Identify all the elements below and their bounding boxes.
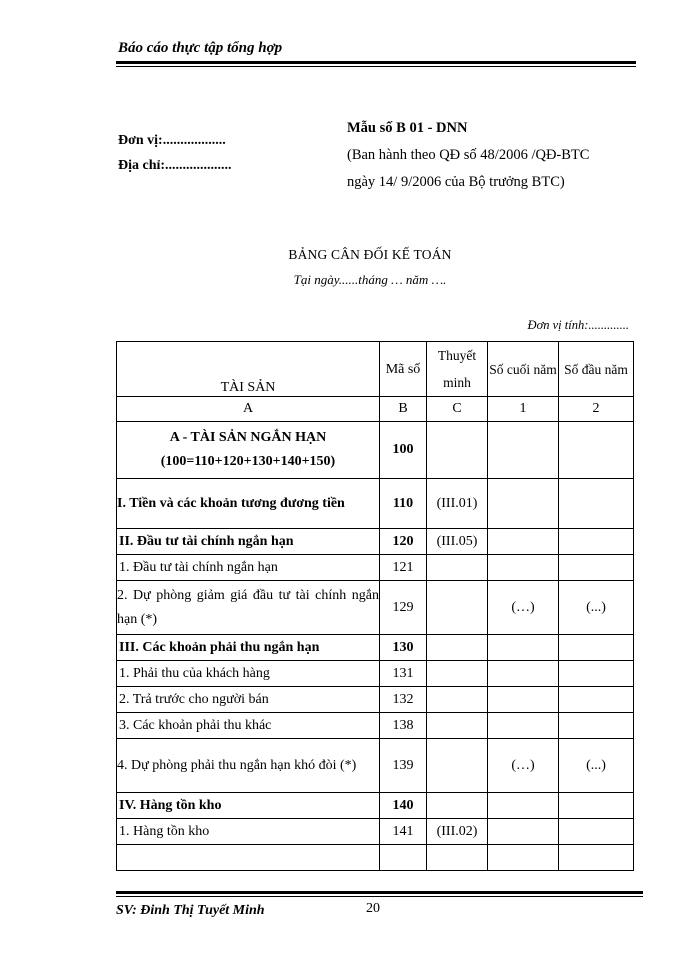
row-end-value [488, 555, 559, 581]
unit-block [118, 128, 232, 178]
row-begin-value [559, 661, 634, 687]
header-code: Mã số [380, 342, 427, 397]
row-end-value [488, 819, 559, 845]
row-note: (III.02) [427, 819, 488, 845]
row-note: (III.05) [427, 529, 488, 555]
row-begin-value [559, 687, 634, 713]
row-code: 129 [380, 581, 427, 635]
row-begin-value [559, 555, 634, 581]
table-header-row [117, 342, 634, 397]
row-note [427, 713, 488, 739]
row-note [427, 793, 488, 819]
row-begin-value [559, 529, 634, 555]
row-note [427, 555, 488, 581]
row-note: (III.01) [427, 479, 488, 529]
row-name: 1. Hàng tồn kho [117, 819, 380, 845]
column-letter: B [380, 397, 427, 422]
column-letter: C [427, 397, 488, 422]
footer-rule-thin [116, 896, 643, 897]
row-name: 1. Phải thu của khách hàng [117, 661, 380, 687]
row-name: A - TÀI SẢN NGẮN HẠN (100=110+120+130+140+150) [117, 422, 380, 479]
row-name: 3. Các khoản phải thu khác [117, 713, 380, 739]
row-name: I. Tiền và các khoản tương đương tiền [117, 479, 380, 529]
table-row [117, 529, 634, 555]
row-note [427, 422, 488, 479]
row-begin-value [559, 479, 634, 529]
header-rule-thick [116, 61, 636, 64]
row-end-value [488, 793, 559, 819]
row-code: 138 [380, 713, 427, 739]
column-letter: 2 [559, 397, 634, 422]
table-row [117, 713, 634, 739]
row-note [427, 581, 488, 635]
row-end-value [488, 713, 559, 739]
row-name: 4. Dự phòng phải thu ngắn hạn khó đòi (*) [117, 739, 380, 793]
table-row-empty [117, 845, 634, 871]
row-end-value [488, 687, 559, 713]
row-code: 120 [380, 529, 427, 555]
header-end-year: Số cuối năm [488, 342, 559, 397]
form-block [347, 115, 589, 196]
row-end-value [488, 661, 559, 687]
table-row [117, 479, 634, 529]
row-end-value [488, 529, 559, 555]
row-note [427, 635, 488, 661]
header-begin-year: Số đầu năm [559, 342, 634, 397]
row-begin-value [559, 793, 634, 819]
row-code: 110 [380, 479, 427, 529]
footer-rule-thick [116, 891, 643, 894]
row-end-value [488, 635, 559, 661]
table-row [117, 793, 634, 819]
column-letter: A [117, 397, 380, 422]
header-note: Thuyết minh [427, 342, 488, 397]
column-letter: 1 [488, 397, 559, 422]
row-name: III. Các khoản phải thu ngắn hạn [117, 635, 380, 661]
row-begin-value [559, 819, 634, 845]
row-begin-value [559, 635, 634, 661]
report-header-title: Báo cáo thực tập tổng hợp [118, 40, 283, 56]
row-code: 141 [380, 819, 427, 845]
row-end-value: (…) [488, 581, 559, 635]
row-begin-value: (...) [559, 581, 634, 635]
footer-student-name: SV: Đinh Thị Tuyết Minh [116, 903, 265, 918]
unit-field: Đơn vị:.................. [118, 133, 226, 148]
table-row [117, 739, 634, 793]
document-title: BẢNG CÂN ĐỐI KẾ TOÁN [288, 247, 452, 262]
table-row [117, 581, 634, 635]
row-end-value: (…) [488, 739, 559, 793]
currency-unit-line: Đơn vị tính:............. [527, 318, 629, 332]
table-row [117, 422, 634, 479]
row-name: 2. Dự phòng giảm giá đầu tư tài chính ngắn hạn (*) [117, 581, 380, 635]
table-row [117, 819, 634, 845]
form-issued-line-2: ngày 14/ 9/2006 của Bộ trưởng BTC) [347, 174, 565, 190]
row-note [427, 661, 488, 687]
row-begin-value [559, 422, 634, 479]
address-field: Địa chỉ:................... [118, 158, 232, 173]
row-code: 140 [380, 793, 427, 819]
row-name: IV. Hàng tồn kho [117, 793, 380, 819]
table-row [117, 555, 634, 581]
column-letter-row [117, 397, 634, 422]
table-row [117, 635, 634, 661]
row-code: 131 [380, 661, 427, 687]
form-code: Mẫu số B 01 - DNN [347, 120, 468, 136]
row-name: II. Đầu tư tài chính ngắn hạn [117, 529, 380, 555]
row-begin-value: (...) [559, 739, 634, 793]
row-name: 1. Đầu tư tài chính ngắn hạn [117, 555, 380, 581]
row-code: 130 [380, 635, 427, 661]
row-note [427, 739, 488, 793]
row-note [427, 687, 488, 713]
table-row [117, 687, 634, 713]
form-issued-line-1: (Ban hành theo QĐ số 48/2006 /QĐ-BTC [347, 147, 590, 163]
row-end-value [488, 479, 559, 529]
page-number: 20 [366, 901, 380, 916]
document-date-line: Tại ngày......tháng … năm …. [293, 272, 447, 287]
row-end-value [488, 422, 559, 479]
row-code: 121 [380, 555, 427, 581]
row-name: 2. Trả trước cho người bán [117, 687, 380, 713]
header-asset: TÀI SẢN [117, 342, 380, 397]
row-code: 100 [380, 422, 427, 479]
row-code: 132 [380, 687, 427, 713]
row-begin-value [559, 713, 634, 739]
row-code: 139 [380, 739, 427, 793]
balance-sheet-table [116, 341, 634, 871]
header-rule-thin [116, 66, 636, 67]
table-row [117, 661, 634, 687]
